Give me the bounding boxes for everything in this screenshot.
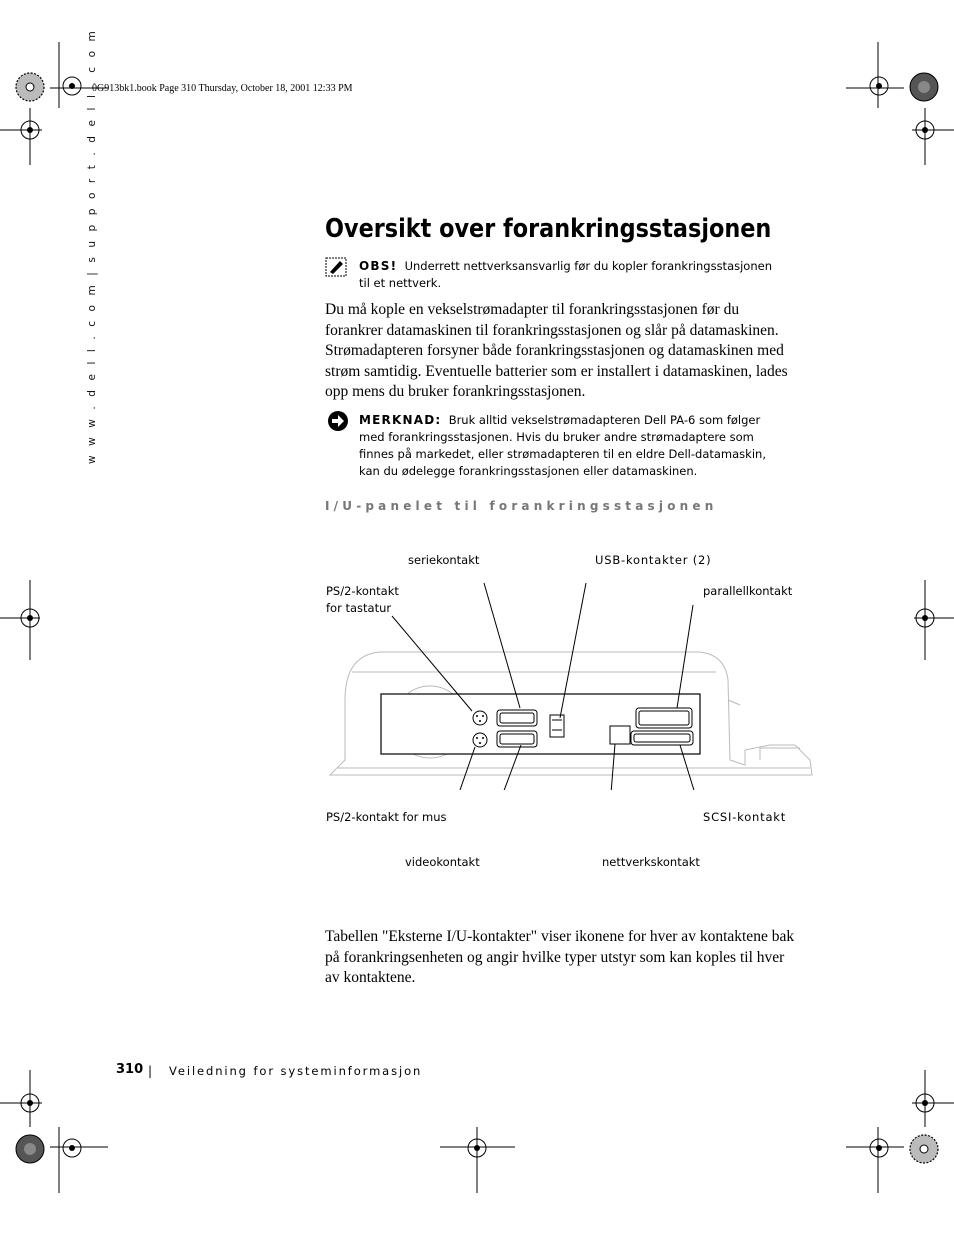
label-seriekontakt: seriekontakt — [408, 553, 480, 567]
label-ps2-keyboard — [326, 583, 399, 617]
footer-book-title: Veiledning for systeminformasjon — [169, 1064, 423, 1078]
docking-station-diagram — [320, 540, 820, 790]
merknad-line-1: Bruk alltid vekselstrømadapteren Dell PA-6 som følger — [448, 413, 761, 427]
merknad-note — [359, 412, 799, 480]
side-url: w w w . d e l l . c o m | s u p p o r t . d e l l . c o m — [86, 28, 98, 464]
obs-note — [359, 258, 789, 292]
label-parallellkontakt: parallellkontakt — [703, 584, 793, 598]
paragraph-1 — [325, 300, 825, 403]
label-usb-kontakter: USB-kontakter (2) — [595, 553, 712, 567]
paragraph-2-line: av kontaktene. — [325, 969, 416, 986]
section-heading: I/U-panelet til forankringsstasjonen — [325, 499, 718, 513]
obs-line-1: Underrett nettverksansvarlig før du kopler forankringsstasjonen — [404, 259, 772, 273]
paragraph-2 — [325, 927, 825, 989]
merknad-label: MERKNAD: — [359, 413, 442, 427]
label-videokontakt: videokontakt — [405, 855, 480, 869]
label-ps2-mouse: PS/2-kontakt for mus — [326, 810, 447, 824]
merknad-line-4: kan du ødelegge forankringsstasjonen eller datamaskinen. — [359, 464, 698, 478]
label-ps2-keyboard-line-1: PS/2-kontakt — [326, 584, 399, 598]
paragraph-2-line: på forankringsenheten og angir hvilke typer utstyr som kan koples til hver — [325, 948, 785, 966]
page-number: 310 — [116, 1062, 144, 1077]
paragraph-1-line: Strømadapteren forsyner både forankringsstasjonen og datamaskinen med — [325, 342, 784, 359]
print-header: 0G913bk1.book Page 310 Thursday, October 18, 2001 12:33 PM — [92, 83, 353, 94]
label-scsi-kontakt: SCSI-kontakt — [703, 810, 787, 824]
notice-arrow-icon — [327, 410, 349, 432]
label-nettverkskontakt: nettverkskontakt — [602, 855, 700, 869]
label-ps2-keyboard-line-2: for tastatur — [326, 601, 392, 615]
paragraph-1-line: Du må kople en vekselstrømadapter til forankringsstasjonen før du — [325, 301, 740, 318]
footer-separator: | — [148, 1064, 153, 1078]
page-title: Oversikt over forankringsstasjonen — [325, 214, 772, 244]
merknad-line-3: finnes på markedet, eller strømadapteren til en eldre Dell-datamaskin, — [359, 447, 766, 461]
merknad-line-2: med forankringsstasjonen. Hvis du bruker andre strømadaptere som — [359, 430, 754, 444]
obs-label: OBS! — [359, 259, 398, 273]
paragraph-1-line: opp mens du bruker forankringsstasjonen. — [325, 383, 586, 400]
obs-line-2: til et nettverk. — [359, 276, 442, 290]
paragraph-1-line: strøm samtidig. Eventuelle batterier som er installert i datamaskinen, lades — [325, 362, 788, 380]
pencil-note-icon — [325, 257, 347, 277]
paragraph-1-line: forankrer datamaskinen til forankringsstasjonen og slår på datamaskinen. — [325, 321, 779, 339]
paragraph-2-line: Tabellen "Eksterne I/U-kontakter" viser ikonene for hver av kontaktene bak — [325, 928, 795, 945]
